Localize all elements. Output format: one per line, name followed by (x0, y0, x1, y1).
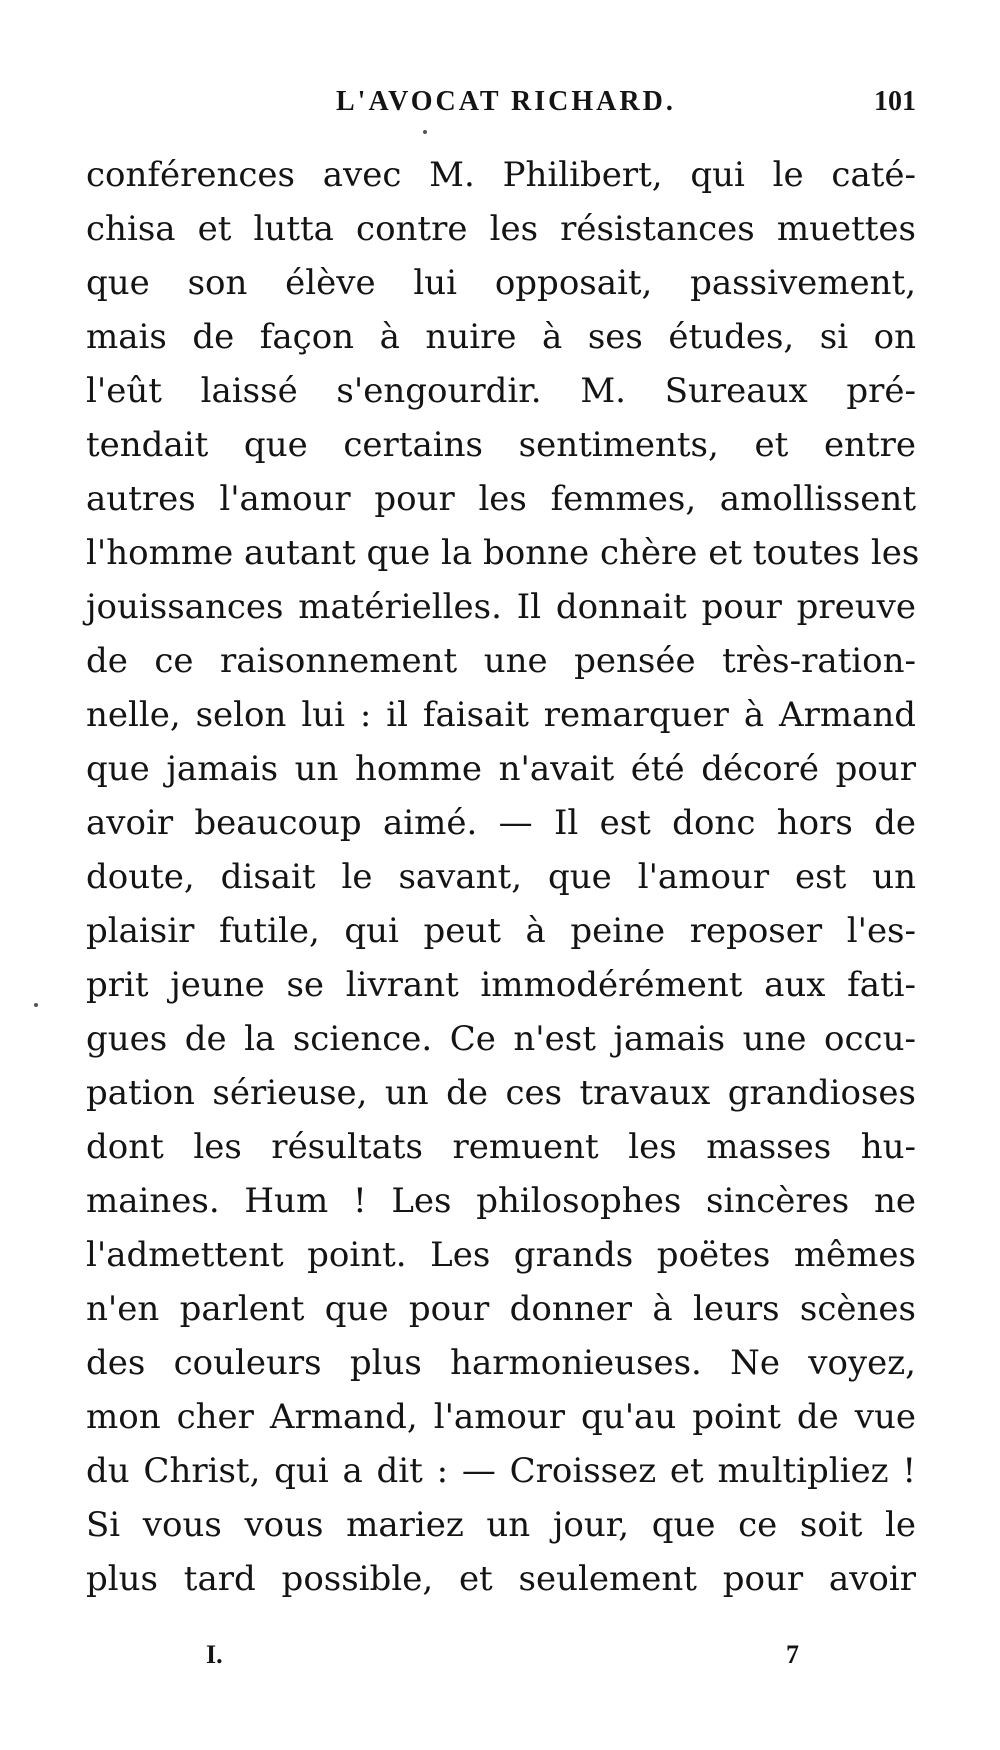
page-number: 101 (874, 86, 916, 117)
print-speck (423, 130, 427, 134)
text-line: prit jeune se livrant immodérément aux fati- (86, 965, 916, 1005)
text-line: du Christ, qui a dit : — Croissez et multipliez ! (86, 1451, 916, 1491)
text-line: Si vous vous mariez un jour, que ce soit le (86, 1505, 916, 1545)
text-line: gues de la science. Ce n'est jamais une occu- (86, 1019, 916, 1059)
text-line: l'admettent point. Les grands poëtes mêmes (86, 1235, 916, 1275)
text-line: autres l'amour pour les femmes, amollissent (86, 479, 916, 519)
text-line: chisa et lutta contre les résistances muettes (86, 209, 916, 249)
sheet-number: 7 (786, 1640, 799, 1669)
text-line: maines. Hum ! Les philosophes sincères ne (86, 1181, 916, 1221)
text-line: que jamais un homme n'avait été décoré pour (86, 749, 916, 789)
text-line: que son élève lui opposait, passivement, (86, 263, 916, 303)
page-footer (86, 1640, 916, 1680)
running-head (86, 86, 916, 126)
text-line: doute, disait le savant, que l'amour est un (86, 857, 916, 897)
text-line: de ce raisonnement une pensée très-ration- (86, 641, 916, 681)
text-line: l'homme autant que la bonne chère et toutes les (86, 533, 920, 573)
text-line: plus tard possible, et seulement pour avoir (86, 1559, 916, 1599)
text-line: pation sérieuse, un de ces travaux grandioses (86, 1073, 916, 1113)
text-line: conférences avec M. Philibert, qui le caté- (86, 155, 916, 195)
text-line: plaisir futile, qui peut à peine reposer l'es- (86, 911, 916, 951)
text-line: tendait que certains sentiments, et entre (86, 425, 916, 465)
print-speck (34, 1003, 38, 1007)
text-line: mon cher Armand, l'amour qu'au point de vue (86, 1397, 916, 1437)
text-line: avoir beaucoup aimé. — Il est donc hors de (86, 803, 916, 843)
text-line: dont les résultats remuent les masses hu- (86, 1127, 916, 1167)
text-line: des couleurs plus harmonieuses. Ne voyez, (86, 1343, 916, 1383)
signature-mark: I. (206, 1640, 223, 1669)
text-line: mais de façon à nuire à ses études, si on (86, 317, 916, 357)
body-text (86, 148, 920, 1606)
running-title: L'AVOCAT RICHARD. (336, 86, 676, 117)
text-line: nelle, selon lui : il faisait remarquer à Armand (86, 695, 916, 735)
text-line: n'en parlent que pour donner à leurs scènes (86, 1289, 916, 1329)
text-line: l'eût laissé s'engourdir. M. Sureaux pré- (86, 371, 916, 411)
text-line: jouissances matérielles. Il donnait pour preuve (86, 587, 916, 627)
